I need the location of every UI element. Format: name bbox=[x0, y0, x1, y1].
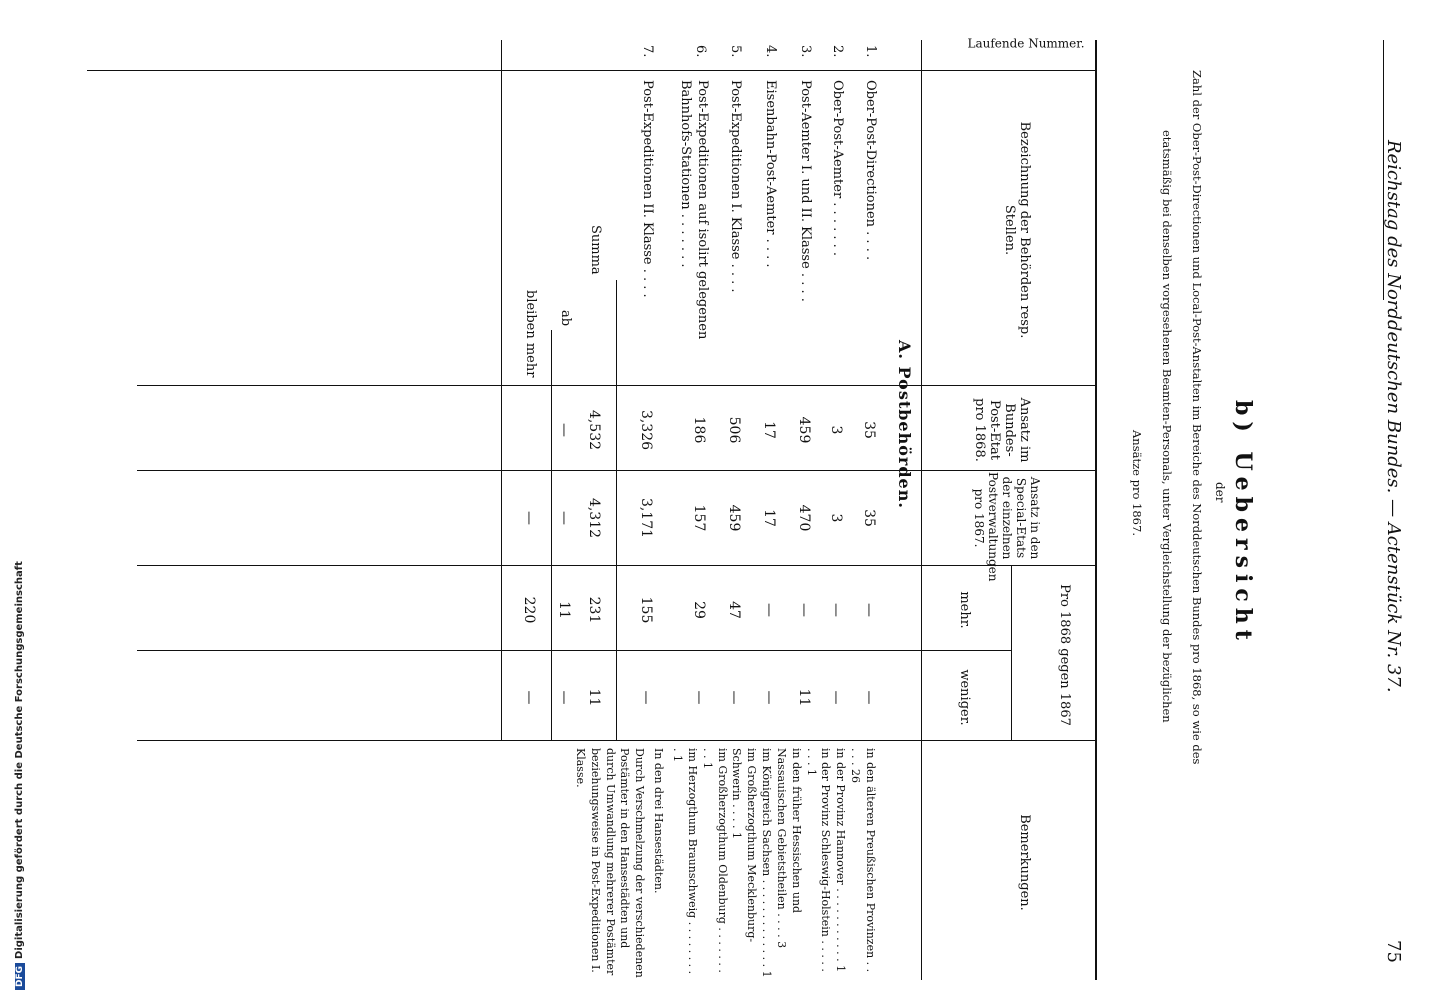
row-ansatz-1868: 3 bbox=[828, 425, 844, 435]
header-pro-1868-1867: Pro 1868 gegen 1867 bbox=[1057, 584, 1072, 726]
row-mehr: — bbox=[861, 603, 877, 617]
summa-weniger: 11 bbox=[586, 688, 602, 707]
intro-line-3: Ansätze pro 1867. bbox=[1130, 430, 1144, 536]
header-mehr: mehr. bbox=[957, 591, 972, 629]
ab-weniger: — bbox=[556, 690, 572, 705]
row-ansatz-1867: 157 bbox=[691, 504, 707, 532]
row-label: Eisenbahn-Post-Aemter . . . . bbox=[763, 80, 778, 268]
summa-ansatz-1868: 4,532 bbox=[586, 409, 602, 451]
row-number: 3. bbox=[798, 45, 813, 58]
ab-ansatz-1868: — bbox=[556, 423, 572, 437]
row-label: Post-Expeditionen II. Klasse . . . . bbox=[640, 80, 655, 298]
row-weniger: — bbox=[861, 690, 877, 705]
row-ansatz-1868: 186 bbox=[691, 416, 707, 444]
intro-der: der bbox=[1213, 482, 1227, 503]
row-ansatz-1867: 35 bbox=[861, 509, 877, 527]
bleiben-mehr: 220 bbox=[521, 596, 537, 624]
row-ansatz-1867: 470 bbox=[796, 504, 812, 532]
row-ansatz-1868: 3,326 bbox=[638, 409, 654, 451]
row-weniger: — bbox=[638, 690, 654, 705]
row-mehr: — bbox=[761, 603, 777, 617]
row-label: Ober-Post-Aemter . . . . . . . bbox=[830, 80, 845, 257]
header-bemerkungen: Bemerkungen. bbox=[1017, 814, 1032, 911]
remarks-column bbox=[572, 748, 877, 978]
table-bottom-rule bbox=[501, 40, 502, 740]
bleiben-ansatz-1867: — bbox=[521, 511, 537, 525]
header-ansatz-1867: Ansatz in den Special-Etats der einzelnen Postverwaltungen pro 1867. bbox=[972, 472, 1042, 582]
row-ansatz-1868: 17 bbox=[761, 421, 777, 439]
remark-10: Durch Verschmelzung der verschiedenen Postämter in den Hansestädten und durch Umwandlung mehrerer Postämter beziehungsweise in Post-Expeditionen I. Klasse. bbox=[573, 748, 647, 978]
row-ansatz-1868: 506 bbox=[726, 416, 742, 444]
row-number: 7. bbox=[640, 45, 655, 58]
row-number: 5. bbox=[728, 45, 743, 58]
col-divider-6 bbox=[137, 740, 1097, 741]
dfg-logo: DFG bbox=[15, 963, 25, 990]
remark-6: im Großherzogthum Mecklenburg-Schwerin . . . . 1 bbox=[730, 748, 759, 943]
row-weniger: 11 bbox=[796, 688, 812, 707]
row-number: 6. bbox=[693, 45, 708, 58]
intro-line-2: etatsmäßig bei denselben vorgesehenen Beamten-Personals, unter Vergleichstellung der bezüglichen bbox=[1160, 130, 1174, 723]
row-ansatz-1868: 35 bbox=[861, 421, 877, 439]
col-divider-3 bbox=[137, 470, 1097, 471]
row-label: Post-Aemter I. und II. Klasse . . . . bbox=[798, 80, 813, 302]
bleiben-rule bbox=[551, 330, 552, 740]
header-laufende-nummer: Laufende Nummer. bbox=[967, 36, 1085, 51]
row-label: Ober-Post-Directionen . . . . bbox=[863, 80, 878, 261]
row-ansatz-1868: 459 bbox=[796, 416, 812, 444]
remark-5: im Königreich Sachsen . . . . . . . . . . . . . 1 bbox=[760, 748, 774, 978]
ab-label: ab bbox=[558, 310, 573, 327]
remark-1: in den älteren Preußischen Provinzen . . . . . 26 bbox=[849, 748, 877, 973]
header-weniger: weniger. bbox=[957, 669, 972, 726]
table-top-rule bbox=[1095, 40, 1097, 980]
remark-3: in der Provinz Schleswig-Holstein . . . . . . . . 1 bbox=[804, 748, 833, 972]
summa-mehr: 231 bbox=[586, 596, 602, 624]
summa-label: Summa bbox=[588, 225, 603, 275]
page-header-title: Reichstag des Norddeutschen Bundes. — Actenstück Nr. 37. bbox=[1383, 140, 1404, 693]
row-number: 1. bbox=[863, 45, 878, 58]
remark-8: im Herzogthum Braunschweig . . . . . . . . . 1 bbox=[671, 748, 699, 975]
table-header-bottom-rule bbox=[921, 40, 922, 980]
intro-heading: b) Uebersicht bbox=[1230, 400, 1256, 646]
col-divider-2 bbox=[137, 385, 1097, 386]
row-weniger: — bbox=[761, 690, 777, 705]
col-divider-5 bbox=[137, 650, 1012, 651]
header-bezeichnung: Bezeichnung der Behörden resp. Stellen. bbox=[1002, 121, 1032, 339]
summa-ansatz-1867: 4,312 bbox=[586, 497, 602, 539]
row-label: Post-Expeditionen auf isolirt gelegenen Bahnhofs-Stationen . . . . . . . bbox=[678, 80, 710, 340]
remark-4: in den früher Hessischen und Nassauischen Gebietstheilen . . . . 3 bbox=[774, 748, 803, 949]
row-weniger: — bbox=[691, 690, 707, 705]
header-ansatz-1868: Ansatz im Bundes-Post-Etat pro 1868. bbox=[972, 397, 1032, 463]
row-ansatz-1867: 17 bbox=[761, 509, 777, 527]
row-ansatz-1867: 3 bbox=[828, 513, 844, 523]
summa-rule bbox=[616, 280, 617, 740]
col-divider-1 bbox=[87, 70, 1097, 71]
section-heading: A. Postbehörden. bbox=[895, 340, 914, 509]
row-mehr: 47 bbox=[726, 601, 742, 619]
bleiben-weniger: — bbox=[521, 690, 537, 705]
row-number: 2. bbox=[830, 45, 845, 58]
ab-ansatz-1867: — bbox=[556, 511, 572, 525]
row-number: 4. bbox=[763, 45, 778, 58]
dfg-credit bbox=[14, 561, 25, 990]
row-ansatz-1867: 459 bbox=[726, 504, 742, 532]
bleiben-label: bleiben mehr bbox=[523, 290, 538, 378]
intro-line-1: Zahl der Ober-Post-Directionen und Local-Post-Anstalten im Bereiche des Norddeutschen Bundes pro 1868, so wie des bbox=[1190, 70, 1204, 765]
row-mehr: 29 bbox=[691, 601, 707, 619]
remark-9: In den drei Hansestädten. bbox=[652, 748, 666, 894]
dfg-credit-text: Digitalisierung gefördert durch die Deutsche Forschungsgemeinschaft bbox=[14, 561, 25, 959]
row-weniger: — bbox=[726, 690, 742, 705]
remark-7: im Großherzogthum Oldenburg . . . . . . . . . 1 bbox=[700, 748, 729, 973]
row-mehr: — bbox=[796, 603, 812, 617]
row-label: Post-Expeditionen I. Klasse . . . . bbox=[728, 80, 743, 293]
row-mehr: — bbox=[828, 603, 844, 617]
row-ansatz-1867: 3,171 bbox=[638, 497, 654, 539]
page-number: 75 bbox=[1383, 940, 1404, 963]
pro-header-rule bbox=[1011, 565, 1012, 740]
remark-2: in der Provinz Hannover . . . . . . . . . . . 1 bbox=[834, 748, 848, 973]
col-divider-4 bbox=[137, 565, 1097, 566]
row-weniger: — bbox=[828, 690, 844, 705]
row-mehr: 155 bbox=[638, 596, 654, 624]
ab-mehr: 11 bbox=[556, 601, 572, 619]
